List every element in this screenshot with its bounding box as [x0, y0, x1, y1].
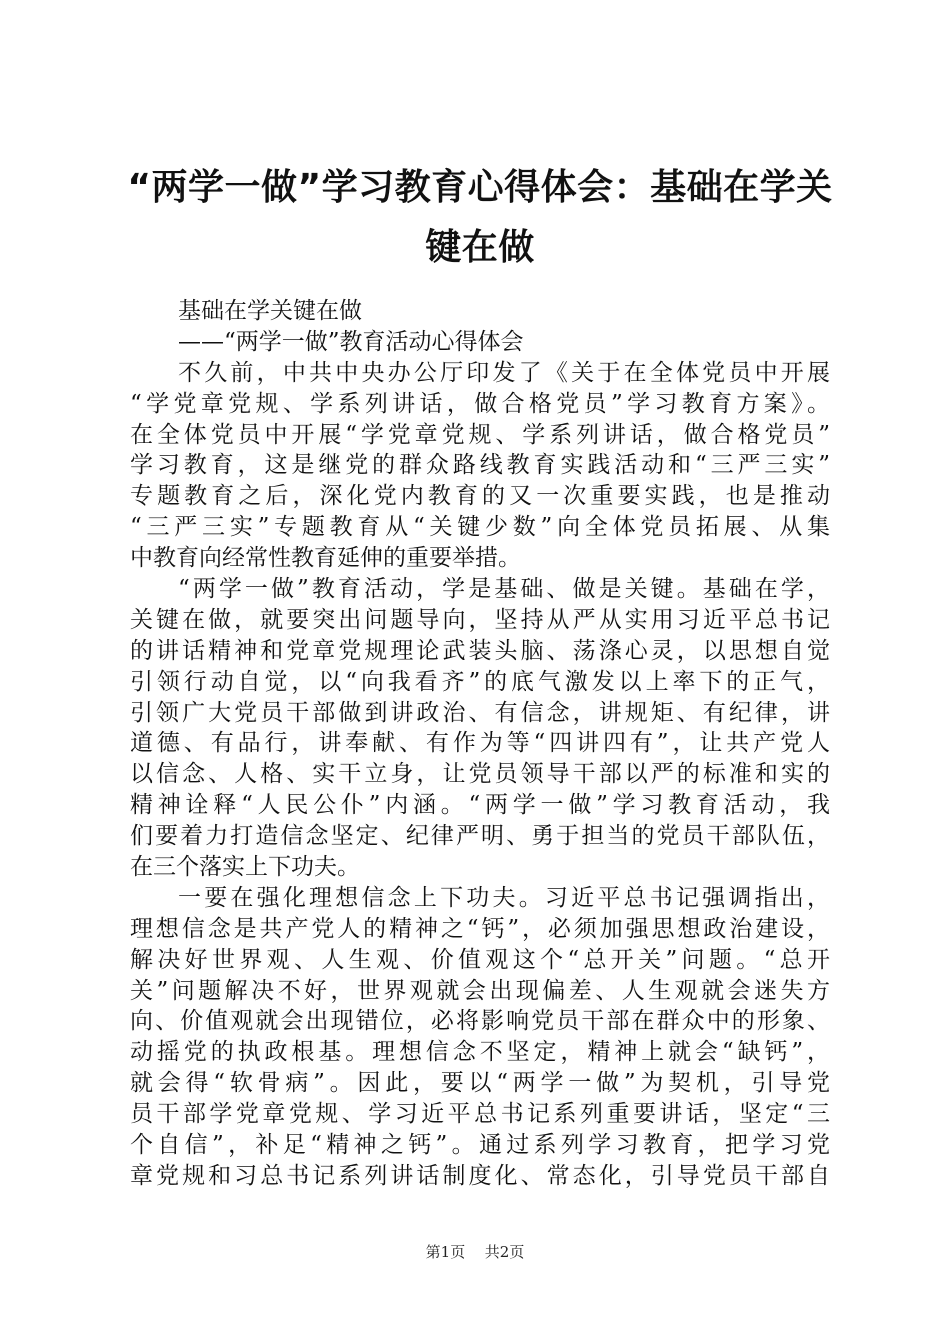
text-line: 引领广大党员干部做到讲政治、有信念，讲规矩、有纪律，讲 [130, 699, 830, 726]
text-line: 解决好世界观、人生观、价值观这个“总开关”问题。“总开 [130, 946, 830, 973]
page-total: 共2页 [484, 1243, 525, 1261]
text-line: 基础在学关键在做 [178, 298, 362, 324]
text-line: 专题教育之后，深化党内教育的又一次重要实践，也是推动 [130, 483, 830, 510]
text-line: 就会得“软骨病”。因此，要以“两学一做”为契机，引导党 [130, 1070, 830, 1097]
title-line-1: “两学一做”学习教育心得体会：基础在学关 [127, 167, 833, 208]
text-line: “两学一做”教育活动，学是基础、做是关键。基础在学， [178, 576, 830, 603]
text-line: 在三个落实上下功夫。 [130, 854, 360, 881]
text-line: 不久前，中共中央办公厅印发了《关于在全体党员中开展 [178, 359, 830, 386]
page-footer [0, 1242, 950, 1262]
text-line: 的讲话精神和党章党规理论武装头脑、荡涤心灵，以思想自觉 [130, 637, 830, 664]
text-line: “三严三实”专题教育从“关键少数”向全体党员拓展、从集 [130, 514, 830, 541]
text-line: 中教育向经常性教育延伸的重要举措。 [130, 545, 521, 572]
text-line: 精神诠释“人民公仆”内涵。“两学一做”学习教育活动，我 [130, 792, 830, 819]
text-line: 们要着力打造信念坚定、纪律严明、勇于担当的党员干部队伍， [130, 823, 830, 850]
text-line: 引领行动自觉，以“向我看齐”的底气激发以上率下的正气， [130, 668, 830, 695]
text-line: 员干部学党章党规、学习近平总书记系列重要讲话，坚定“三 [130, 1101, 830, 1128]
title-line-2: 键在做 [425, 227, 535, 268]
text-line: 向、价值观就会出现错位，必将影响党员干部在群众中的形象、 [130, 1008, 830, 1035]
text-line: 个自信”，补足“精神之钙”。通过系列学习教育，把学习党 [130, 1132, 830, 1159]
text-line: 学习教育，这是继党的群众路线教育实践活动和“三严三实” [130, 452, 830, 479]
text-line: 关键在做，就要突出问题导向，坚持从严从实用习近平总书记 [130, 606, 830, 633]
text-line: “学党章党规、学系列讲话，做合格党员”学习教育方案》。 [130, 390, 830, 417]
text-line: 章党规和习总书记系列讲话制度化、常态化，引导党员干部自 [130, 1162, 830, 1189]
text-line: 理想信念是共产党人的精神之“钙”，必须加强思想政治建设， [130, 915, 830, 942]
text-line: 道德、有品行，讲奉献、有作为等“四讲四有”，让共产党人 [130, 730, 830, 757]
text-line: 关”问题解决不好，世界观就会出现偏差、人生观就会迷失方 [130, 977, 830, 1004]
page-number: 第1页 [425, 1243, 466, 1261]
text-line: ——“两学一做”教育活动心得体会 [178, 328, 524, 355]
text-line: 以信念、人格、实干立身，让党员领导干部以严的标准和实的 [130, 761, 830, 788]
document-body [130, 296, 830, 1192]
text-line: 动摇党的执政根基。理想信念不坚定，精神上就会“缺钙”， [130, 1039, 830, 1066]
document-title [120, 158, 840, 278]
text-line: 在全体党员中开展“学党章党规、学系列讲话，做合格党员” [130, 421, 830, 448]
text-line: 一要在强化理想信念上下功夫。习近平总书记强调指出， [178, 884, 830, 911]
